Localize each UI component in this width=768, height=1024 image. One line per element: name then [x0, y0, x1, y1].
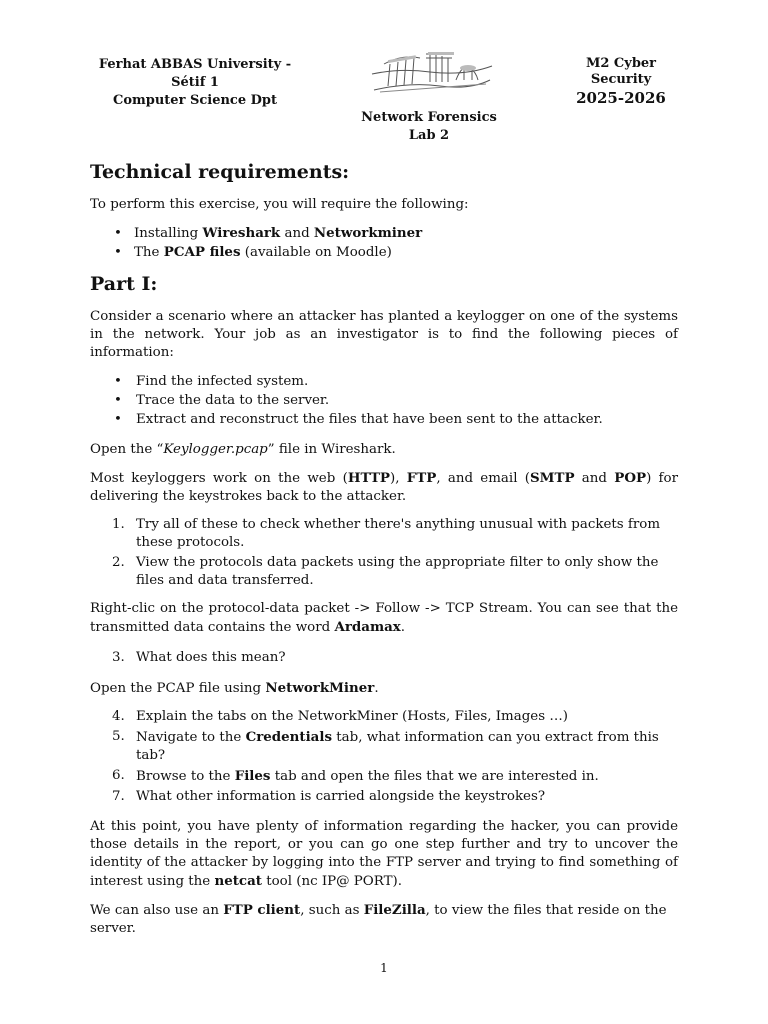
steps-list-c: [90, 708, 678, 806]
list-item: 3. What does this mean?: [112, 650, 286, 665]
conclusion-paragraph: At this point, you have plenty of information regarding the hacker, you can provide those details in the report, or you can go one step further and try to uncover the identity of the attacker by logging into the FTP server and trying to find something of interest using the netcat tool (nc IP@ PORT).: [90, 819, 678, 889]
list-item: 4. Explain the tabs on the NetworkMiner (Hosts, Files, Images …): [112, 709, 568, 724]
department-name: Computer Science Dpt: [112, 93, 277, 108]
university-name: Ferhat ABBAS University - Sétif 1: [98, 57, 292, 90]
steps-list-a: [90, 516, 678, 590]
header-right: [556, 56, 686, 108]
bullet-icon: •: [114, 374, 122, 389]
list-item: • Installing Wireshark and Networkminer: [114, 225, 423, 241]
list-item: • Find the infected system.: [114, 374, 309, 389]
list-item: 5. Navigate to the Credentials tab, what information can you extract from this tab?: [112, 729, 659, 763]
tech-requirements-heading: Technical requirements:: [90, 161, 350, 183]
bullet-icon: •: [114, 412, 122, 427]
header-left: [80, 56, 310, 110]
bullet-icon: •: [114, 393, 122, 408]
follow-stream-paragraph: Right-clic on the protocol-data packet -> Follow -> TCP Stream. You can see that the transmitted data contains the word Ardamax.: [90, 601, 678, 635]
ftp-client-paragraph: We can also use an FTP client, such as FileZilla, to view the files that reside on the server.: [90, 902, 667, 936]
open-networkminer-paragraph: Open the PCAP file using NetworkMiner.: [90, 680, 379, 696]
list-item: • The PCAP files (available on Moodle): [114, 244, 392, 260]
list-item: • Extract and reconstruct the files that have been sent to the attacker.: [114, 412, 603, 427]
list-item: • Trace the data to the server.: [114, 393, 330, 408]
academic-year: 2025-2026: [576, 89, 666, 107]
requirements-list: [90, 224, 678, 262]
page-number: 1: [380, 961, 388, 975]
objectives-list: [90, 372, 678, 429]
bullet-icon: •: [114, 226, 122, 241]
list-item: 2. View the protocols data packets using the appropriate filter to only show the files and data transferred.: [112, 555, 659, 588]
course-name: Network Forensics: [361, 110, 497, 125]
part1-heading: Part I:: [90, 273, 158, 295]
list-item: 6. Browse to the Files tab and open the files that we are interested in.: [112, 768, 599, 784]
keyloggers-paragraph: Most keyloggers work on the web (HTTP), FTP, and email (SMTP and POP) for delivering the keystrokes back to the attacker.: [90, 470, 678, 504]
document-body: [90, 158, 678, 938]
bullet-icon: •: [114, 245, 122, 260]
list-item: 7. What other information is carried alongside the keystrokes?: [112, 789, 546, 804]
steps-list-b: [90, 649, 678, 667]
course-title-block: [290, 109, 568, 145]
university-logo-icon: [370, 46, 494, 96]
scenario-paragraph: Consider a scenario where an attacker has planted a keylogger on one of the systems in the network. Your job as an investigator is to find the following pieces of information:: [90, 309, 678, 360]
open-file-paragraph: Open the “Keylogger.pcap” file in Wireshark.: [90, 442, 396, 457]
tech-intro: To perform this exercise, you will require the following:: [90, 197, 469, 212]
list-item: 1. Try all of these to check whether there's anything unusual with packets from these protocols.: [112, 517, 661, 550]
lab-name: Lab 2: [408, 128, 450, 143]
program-name: M2 Cyber Security: [585, 56, 657, 87]
